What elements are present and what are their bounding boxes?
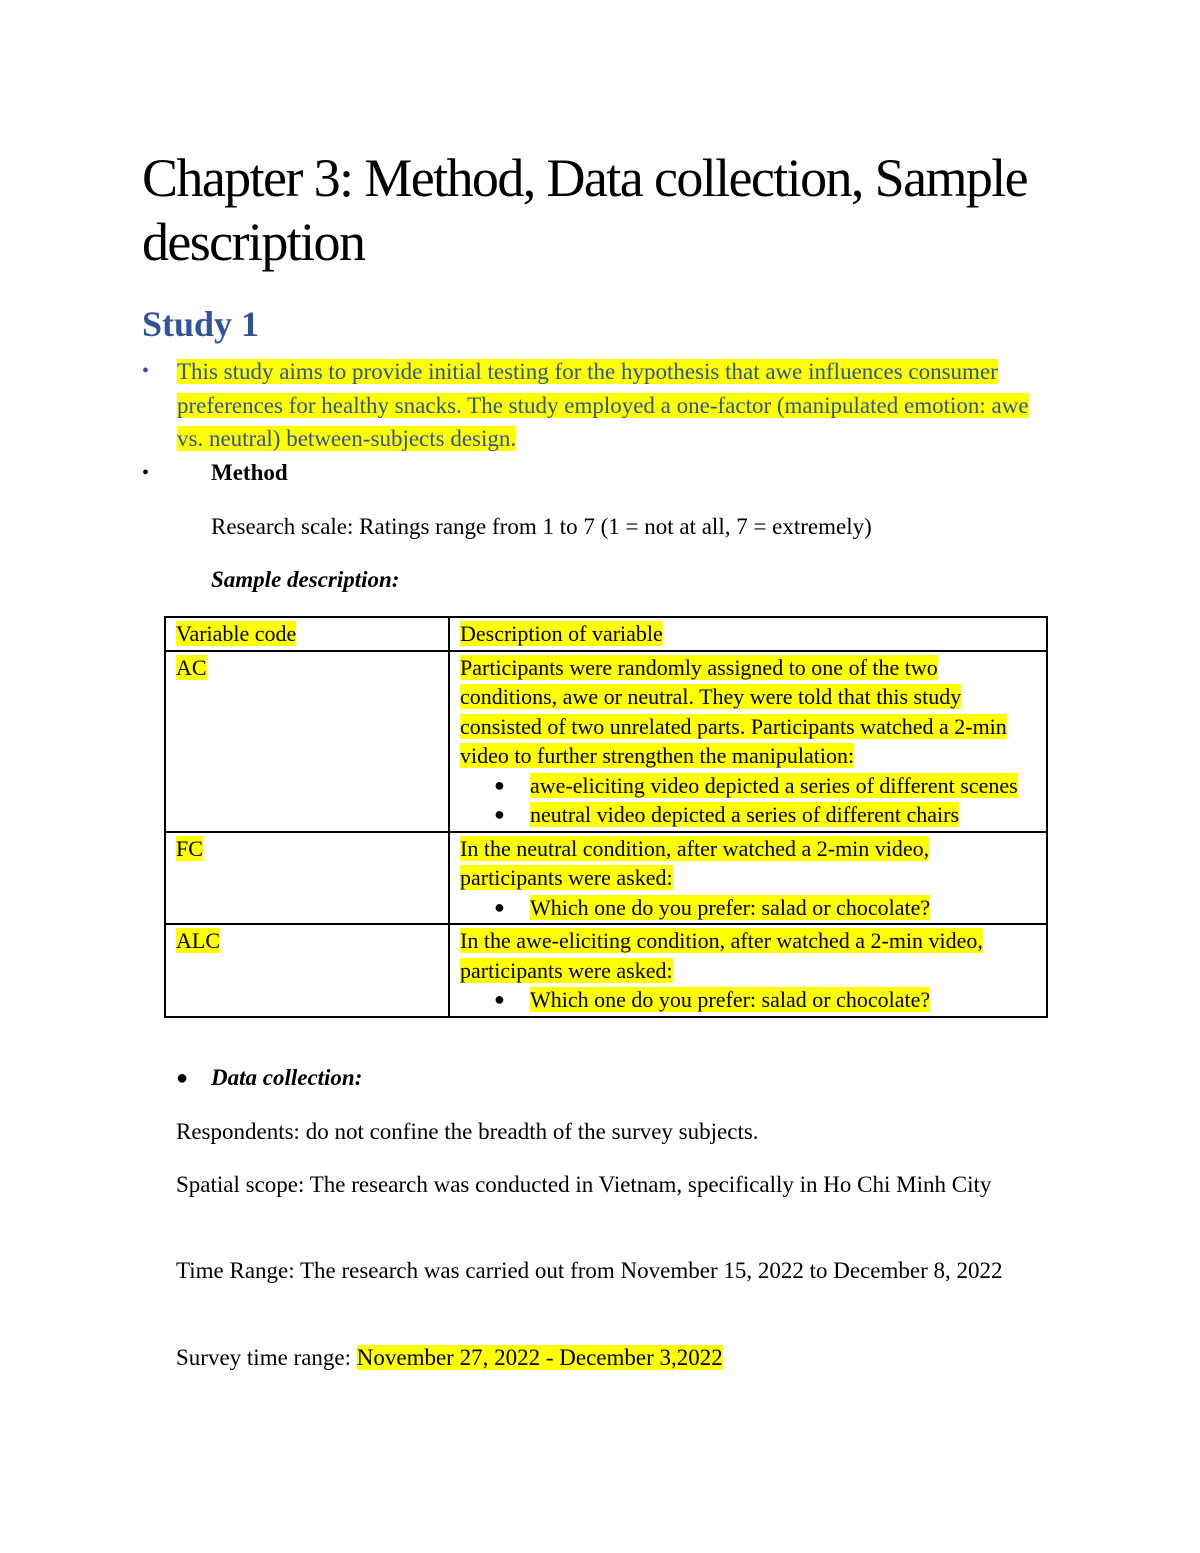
sample-description-heading: Sample description: (211, 567, 400, 592)
list-item (460, 771, 1036, 801)
table-cell-description (449, 832, 1047, 925)
variable-description: In the awe-eliciting condition, after watched a 2-min video, participants were asked: (460, 928, 983, 983)
table-cell-code (165, 651, 449, 832)
cell-bullet-list (460, 985, 1036, 1015)
list-item (460, 800, 1036, 830)
cell-bullet-list (460, 893, 1036, 923)
variable-code: FC (176, 835, 203, 861)
intro-bullet (142, 355, 1042, 456)
intro-text: This study aims to provide initial testing for the hypothesis that awe influences consumer preferences for healthy snacks. The study employed a one-factor (manipulated emotion: awe vs. neutral) between-subjects design. (177, 359, 1029, 451)
table-cell-code (165, 924, 449, 1017)
bullet-text: awe-eliciting video depicted a series of different scenes (530, 772, 1018, 798)
spatial-scope-text: Spatial scope: The research was conducted in Vietnam, specifically in Ho Chi Minh City (176, 1172, 992, 1197)
bullet-text: Which one do you prefer: salad or chocolate? (530, 894, 931, 920)
survey-time-range (176, 1341, 1046, 1375)
table-cell-description (449, 924, 1047, 1017)
bullet-text: neutral video depicted a series of different chairs (530, 802, 960, 827)
list-item (460, 893, 1036, 923)
table-header-cell (449, 617, 1047, 651)
header-description: Description of variable (460, 621, 663, 646)
survey-time-value: November 27, 2022 - December 3,2022 (356, 1345, 723, 1370)
respondents-text: Respondents: do not confine the breadth of the survey subjects. (176, 1119, 759, 1144)
cell-bullet-list (460, 771, 1036, 830)
bullet-dot-icon: ● (176, 1067, 189, 1089)
time-range-text: Time Range: The research was carried out from November 15, 2022 to December 8, 2022 (176, 1258, 1003, 1283)
bullet-dot-icon: ● (494, 804, 505, 824)
method-label: Method (211, 460, 288, 485)
data-collection-label: Data collection: (211, 1065, 363, 1090)
table-header-row (165, 617, 1047, 651)
table-header-cell (165, 617, 449, 651)
header-variable-code: Variable code (176, 621, 297, 646)
bullet-dot-icon: • (142, 360, 150, 382)
variable-table (164, 616, 1048, 1018)
survey-time-label: Survey time range: (176, 1345, 357, 1370)
table-row (165, 924, 1047, 1017)
table-row (165, 832, 1047, 925)
variable-description: In the neutral condition, after watched a 2-min video, participants were asked: (460, 835, 930, 890)
list-item (460, 985, 1036, 1015)
variable-code: ALC (176, 928, 220, 953)
bullet-dot-icon: ● (494, 774, 505, 795)
bullet-dot-icon: • (142, 462, 150, 484)
bullet-dot-icon: ● (494, 896, 505, 917)
study-heading: Study 1 (142, 304, 260, 344)
bullet-dot-icon: ● (494, 989, 505, 1009)
table-cell-code (165, 832, 449, 925)
bullet-text: Which one do you prefer: salad or chocolate? (530, 987, 931, 1012)
table-cell-description (449, 651, 1047, 832)
table-row (165, 651, 1047, 832)
chapter-title: Chapter 3: Method, Data collection, Sample description (142, 148, 1028, 272)
variable-code: AC (176, 654, 207, 680)
variable-description: Participants were randomly assigned to one of the two conditions, awe or neutral. They were told that this study consisted of two unrelated parts. Participants watched a 2-min video to further strengthen the manipulation: (460, 654, 1007, 768)
research-scale: Research scale: Ratings range from 1 to 7 (1 = not at all, 7 = extremely) (211, 514, 872, 539)
